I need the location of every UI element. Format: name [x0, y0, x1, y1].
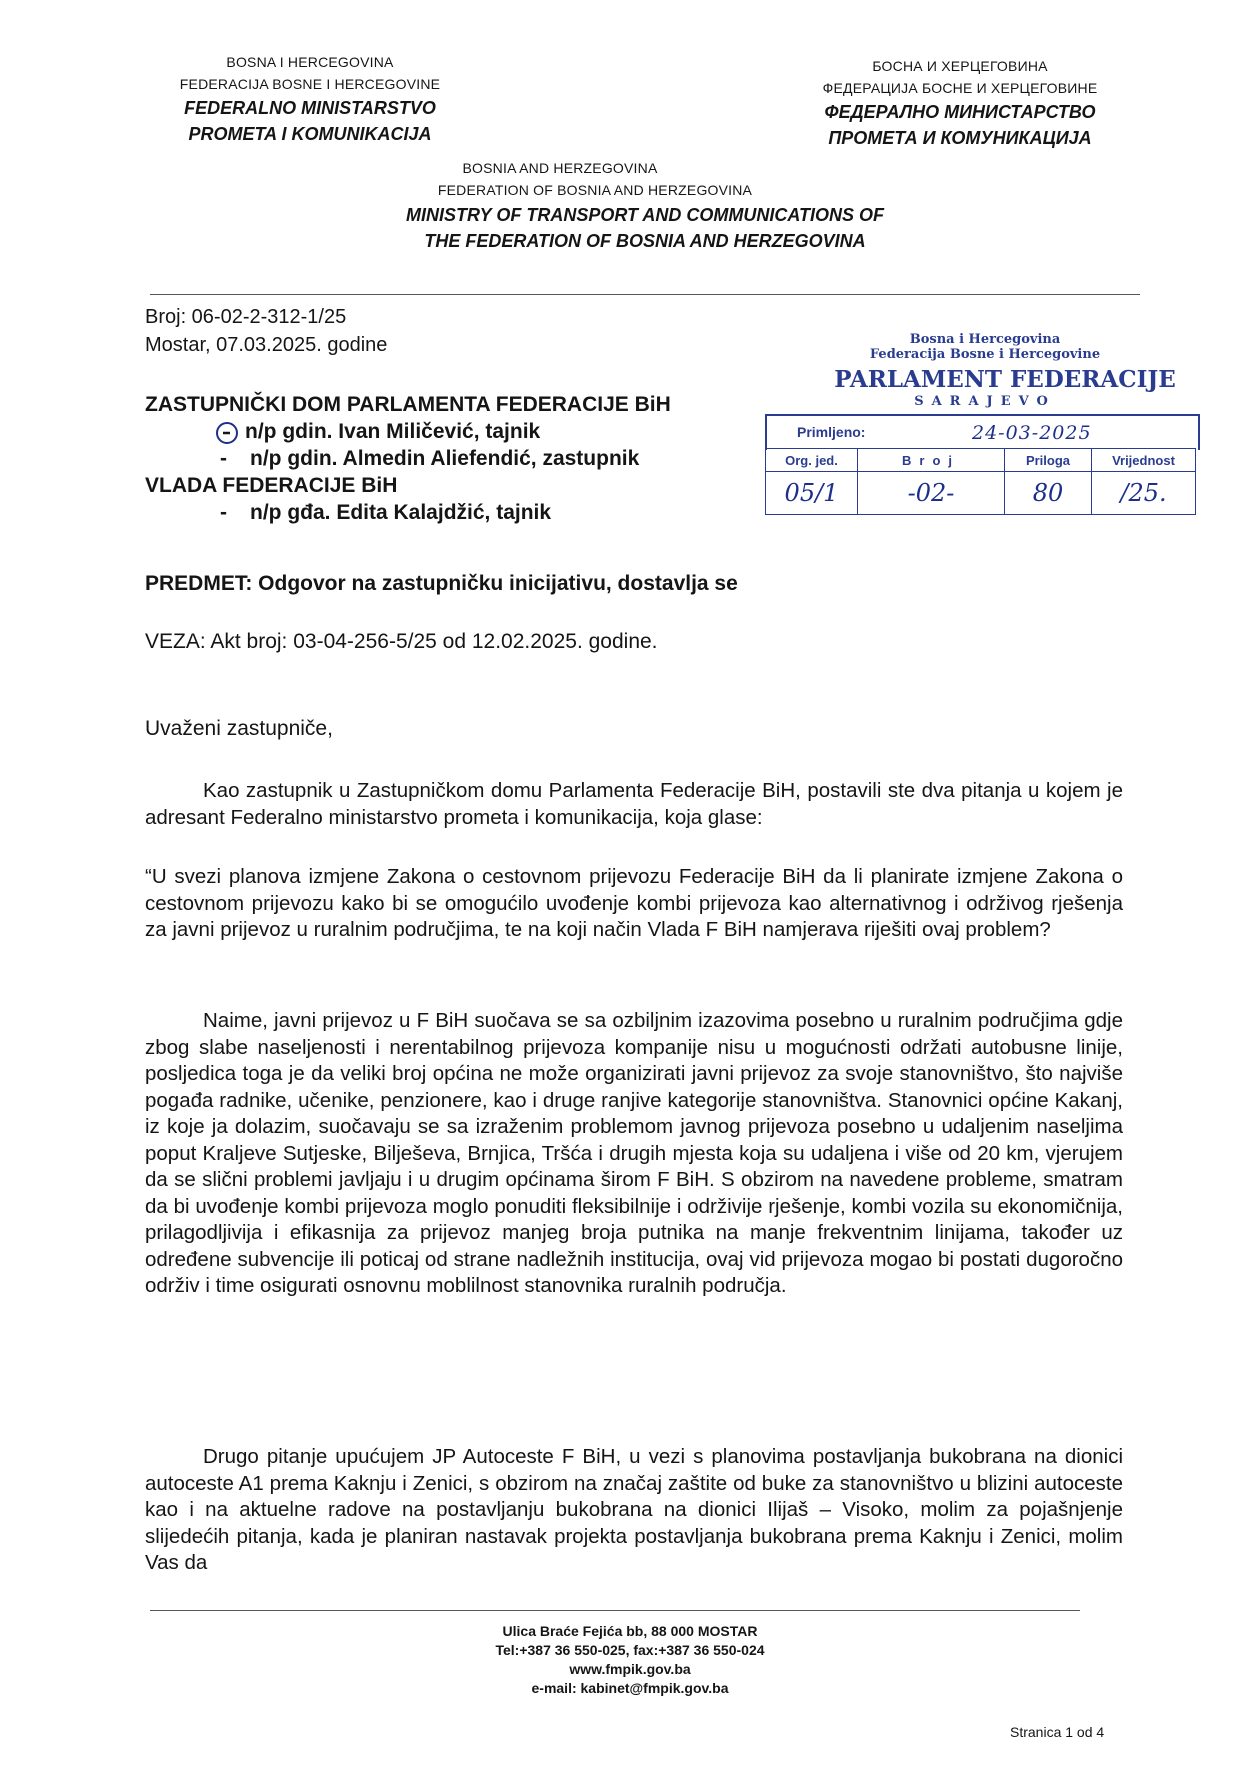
header-right-country: БОСНА И ХЕРЦЕГОВИНА — [872, 58, 1048, 74]
footer — [360, 1622, 900, 1698]
recipient-secretary — [145, 418, 795, 445]
paragraph-explanation: Naime, javni prijevoz u F BiH suočava se sa ozbiljnim izazovima posebno u ruralnim područjima gdje zbog slabe naseljenosti i nerentabilnog prijevoza kompanije nisu u mogućnosti održati autobusne linije, posljedica toga je da veliki broj općina ne može organizirati javni prijevoz za svoje stanovništvo, što najviše pogađa radnike, učenike, penzionere, kao i druge ranjive kategorije stanovništva. Stanovnici općine Kakanj, iz koje ja dolazim, suočavaju se sa izraženim problemom javnog prijevoza posebno u udaljenim naseljima poput Kraljeve Sutjeske, Bilješeva, Brnjica, Tršća i drugih mjesta koja su udaljena i više od 20 km, vjerujem da se slični problemi javljaju i u drugim općinama širom F BiH. S obzirom na navedene probleme, smatram da bi uvođenje kombi prijevoza moglo ponuditi fleksibilnije i održivije rješenje, kombi vozila su ekonomičnija, prilagodljivija i efikasnija za prijevoz manjeg broja putnika na manje frekventnim linijama, također uz određene subvencije ili poticaj od strane nadležnih institucija, ovaj vid prijevoza mogao bi postati dugoročno održiv i time osigurati osnovnu moblilnost stanovnika ruralnih područja. — [145, 1009, 1123, 1297]
stamp-received-date: 24-03-2025 — [972, 422, 1092, 444]
paragraph-intro: Kao zastupnik u Zastupničkom domu Parlamenta Federacije BiH, postavili ste dva pitanja u kojem je adresant Federalno ministarstvo prometa i komunikacija, koja glase: — [145, 779, 1123, 829]
subject-line: PREDMET: Odgovor na zastupničku inicijativu, dostavlja se — [145, 572, 738, 595]
recipient-house: ZASTUPNIČKI DOM PARLAMENTA FEDERACIJE BiH — [145, 393, 671, 416]
header-left-ministry-2: PROMETA I KOMUNIKACIJA — [188, 124, 432, 144]
stamp-city: SARAJEVO — [914, 394, 1056, 409]
header-left-country: BOSNA I HERCEGOVINA — [226, 54, 394, 70]
header-center — [280, 160, 1010, 254]
header-right-federation: ФЕДЕРАЦИЈА БОСНЕ И ХЕРЦЕГОВИНЕ — [822, 80, 1098, 96]
reference-line: VEZA: Akt broj: 03-04-256-5/25 od 12.02.2025. godine. — [145, 630, 658, 653]
recipient-representative-name: n/p gdin. Almedin Aliefendić, zastupnik — [250, 447, 640, 470]
header-center-ministry: MINISTRY OF TRANSPORT AND COMMUNICATIONS OF — [405, 205, 884, 225]
header-left — [140, 54, 480, 147]
stamp-received-label: Primljeno: — [797, 424, 866, 440]
stamp-col-number: Broj — [857, 448, 1005, 472]
recipient-secretary-name: n/p gdin. Ivan Miličević, tajnik — [245, 420, 541, 443]
footer-website: www.fmpik.gov.ba — [569, 1661, 691, 1677]
stamp-val-attachments: 80 — [1004, 471, 1092, 515]
dash: - — [220, 447, 227, 470]
document-number: Broj: 06-02-2-312-1/25 — [145, 306, 347, 328]
stamp-val-value: /25. — [1091, 471, 1196, 515]
stamp-val-number: -02- — [857, 471, 1005, 515]
stamp-val-org: 05/1 — [765, 471, 858, 515]
stamp-col-value: Vrijednost — [1091, 448, 1196, 472]
stamp-received-row — [765, 414, 1200, 450]
stamp-col-org: Org. jed. — [765, 448, 858, 472]
paragraph-question-1: “U svezi planova izmjene Zakona o cestovnom prijevozu Federacije BiH da li planirate izmjene Zakona o cestovnom prijevozu kako bi se omogućilo uvođenje kombi prijevoza kao alternativnog i održivog rješenja za javni prijevoz u ruralnim područjima, te na koji način Vlada F BiH namjerava riješiti ovaj problem? — [145, 865, 1123, 941]
dash: - — [220, 501, 227, 524]
stamp-col-attachments: Priloga — [1004, 448, 1092, 472]
header-divider — [150, 294, 1140, 295]
stamp-country: Bosna i Hercegovina — [909, 332, 1061, 347]
header-right-ministry: ФЕДЕРАЛНО МИНИСТАРСТВО — [824, 102, 1096, 122]
header-left-ministry: FEDERALNO MINISTARSTVO — [184, 98, 436, 118]
stamp-parliament: PARLAMENT FEDERACIJE — [834, 366, 1176, 393]
header-left-federation: FEDERACIJA BOSNE I HERCEGOVINE — [179, 76, 441, 92]
recipient-government: VLADA FEDERACIJE BiH — [145, 474, 398, 497]
page-number: Stranica 1 od 4 — [1010, 1724, 1105, 1740]
header-center-ministry-2: THE FEDERATION OF BOSNIA AND HERZEGOVINA — [424, 231, 866, 251]
recipient-gov-secretary-name: n/p gđa. Edita Kalajdžić, tajnik — [250, 501, 552, 524]
footer-address: Ulica Braće Fejića bb, 88 000 MOSTAR — [502, 1623, 758, 1639]
document-meta — [145, 303, 605, 359]
header-center-country: BOSNIA AND HERZEGOVINA — [462, 160, 658, 176]
paragraph-question-2: Drugo pitanje upućujem JP Autoceste F BiH, u vezi s planovima postavljanja bukobrana na dionici autoceste A1 prema Kaknju i Zenici, s obzirom na značaj zaštite od buke za stanovništvo u blizini autoceste kao i na aktuelne radove na postavljanju bukobrana na dionici Ilijaš – Visoko, molim za pojašnjenje slijedećih pitanja, kada je planiran nastavak projekta postavljanja bukobrana prema Kaknju i Zenici, molim Vas da — [145, 1445, 1123, 1574]
stamp-federation: Federacija Bosne i Hercegovine — [869, 347, 1101, 362]
circled-minus-icon — [215, 421, 237, 443]
footer-email: e-mail: kabinet@fmpik.gov.ba — [531, 1680, 729, 1696]
footer-divider — [150, 1610, 1080, 1611]
header-right — [770, 58, 1150, 151]
salutation: Uvaženi zastupniče, — [145, 717, 333, 740]
header-right-ministry-2: ПРОМЕТА И КОМУНИКАЦИЈА — [828, 128, 1092, 148]
footer-phone: Tel:+387 36 550-025, fax:+387 36 550-024 — [495, 1642, 765, 1658]
header-center-federation: FEDERATION OF BOSNIA AND HERZEGOVINA — [437, 182, 753, 198]
document-place-date: Mostar, 07.03.2025. godine — [145, 334, 388, 356]
recipients — [145, 391, 795, 526]
recipient-representative — [145, 445, 795, 472]
reception-stamp — [765, 332, 1200, 537]
recipient-gov-secretary — [145, 499, 795, 526]
